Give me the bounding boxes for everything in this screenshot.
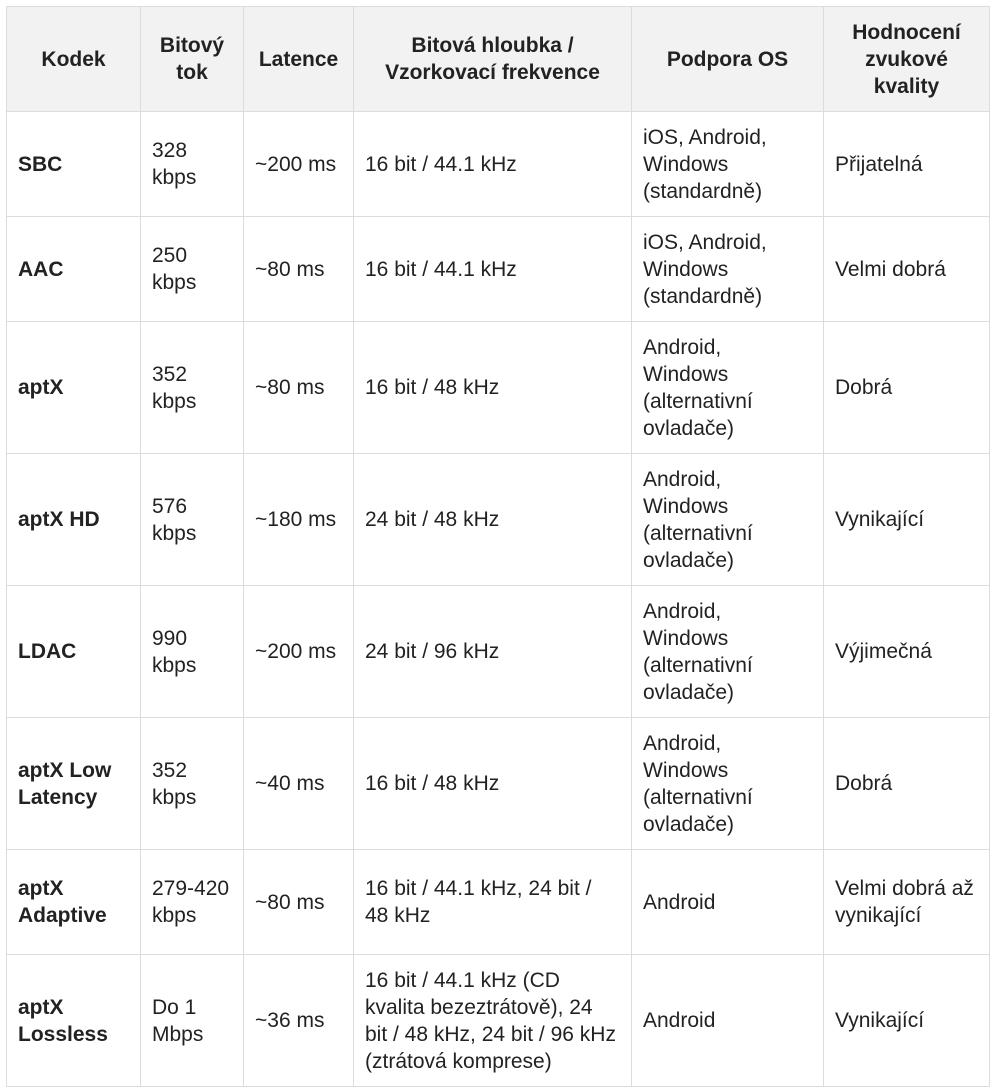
cell-codec: aptX Lossless — [7, 955, 141, 1087]
header-bitrate: Bitový tok — [141, 7, 244, 112]
table-row — [7, 586, 990, 718]
cell-latency: ~80 ms — [244, 322, 354, 454]
cell-os-support: iOS, Android, Windows (standardně) — [632, 112, 824, 217]
cell-latency: ~40 ms — [244, 718, 354, 850]
cell-bitrate: 250 kbps — [141, 217, 244, 322]
cell-quality: Velmi dobrá — [824, 217, 990, 322]
cell-quality: Velmi dobrá až vynikající — [824, 850, 990, 955]
cell-codec: LDAC — [7, 586, 141, 718]
cell-quality: Dobrá — [824, 322, 990, 454]
cell-bitrate: 328 kbps — [141, 112, 244, 217]
header-os-support: Podpora OS — [632, 7, 824, 112]
cell-bit-depth: 16 bit / 44.1 kHz — [354, 217, 632, 322]
cell-quality: Přijatelná — [824, 112, 990, 217]
table-header-row — [7, 7, 990, 112]
cell-os-support: Android, Windows (alternativní ovladače) — [632, 322, 824, 454]
cell-latency: ~80 ms — [244, 850, 354, 955]
header-sound-quality: Hodnocení zvukové kvality — [824, 7, 990, 112]
cell-bit-depth: 16 bit / 44.1 kHz — [354, 112, 632, 217]
cell-bitrate: 352 kbps — [141, 322, 244, 454]
cell-os-support: Android, Windows (alternativní ovladače) — [632, 718, 824, 850]
cell-latency: ~180 ms — [244, 454, 354, 586]
cell-bit-depth: 16 bit / 44.1 kHz (CD kvalita bezeztrátově), 24 bit / 48 kHz, 24 bit / 96 kHz (ztrátová komprese) — [354, 955, 632, 1087]
cell-codec: aptX Low Latency — [7, 718, 141, 850]
cell-os-support: Android, Windows (alternativní ovladače) — [632, 586, 824, 718]
cell-latency: ~80 ms — [244, 217, 354, 322]
table-row — [7, 955, 990, 1087]
codec-comparison-table — [6, 6, 990, 1087]
cell-quality: Dobrá — [824, 718, 990, 850]
cell-codec: aptX — [7, 322, 141, 454]
cell-quality: Výjimečná — [824, 586, 990, 718]
cell-latency: ~200 ms — [244, 586, 354, 718]
header-latency: Latence — [244, 7, 354, 112]
table-row — [7, 217, 990, 322]
cell-codec: SBC — [7, 112, 141, 217]
cell-bitrate: Do 1 Mbps — [141, 955, 244, 1087]
header-codec: Kodek — [7, 7, 141, 112]
cell-bit-depth: 24 bit / 96 kHz — [354, 586, 632, 718]
table-row — [7, 454, 990, 586]
cell-quality: Vynikající — [824, 955, 990, 1087]
table-row — [7, 850, 990, 955]
cell-os-support: iOS, Android, Windows (standardně) — [632, 217, 824, 322]
cell-codec: aptX HD — [7, 454, 141, 586]
table-row — [7, 112, 990, 217]
cell-os-support: Android, Windows (alternativní ovladače) — [632, 454, 824, 586]
header-bit-depth-sample-rate: Bitová hloubka / Vzorkovací frekvence — [354, 7, 632, 112]
cell-codec: aptX Adaptive — [7, 850, 141, 955]
table-row — [7, 322, 990, 454]
cell-bit-depth: 24 bit / 48 kHz — [354, 454, 632, 586]
cell-os-support: Android — [632, 955, 824, 1087]
cell-latency: ~200 ms — [244, 112, 354, 217]
table-row — [7, 718, 990, 850]
cell-bit-depth: 16 bit / 48 kHz — [354, 322, 632, 454]
cell-bitrate: 576 kbps — [141, 454, 244, 586]
cell-codec: AAC — [7, 217, 141, 322]
cell-latency: ~36 ms — [244, 955, 354, 1087]
cell-bitrate: 990 kbps — [141, 586, 244, 718]
cell-bitrate: 279-420 kbps — [141, 850, 244, 955]
cell-os-support: Android — [632, 850, 824, 955]
cell-bit-depth: 16 bit / 44.1 kHz, 24 bit / 48 kHz — [354, 850, 632, 955]
cell-bitrate: 352 kbps — [141, 718, 244, 850]
cell-bit-depth: 16 bit / 48 kHz — [354, 718, 632, 850]
cell-quality: Vynikající — [824, 454, 990, 586]
